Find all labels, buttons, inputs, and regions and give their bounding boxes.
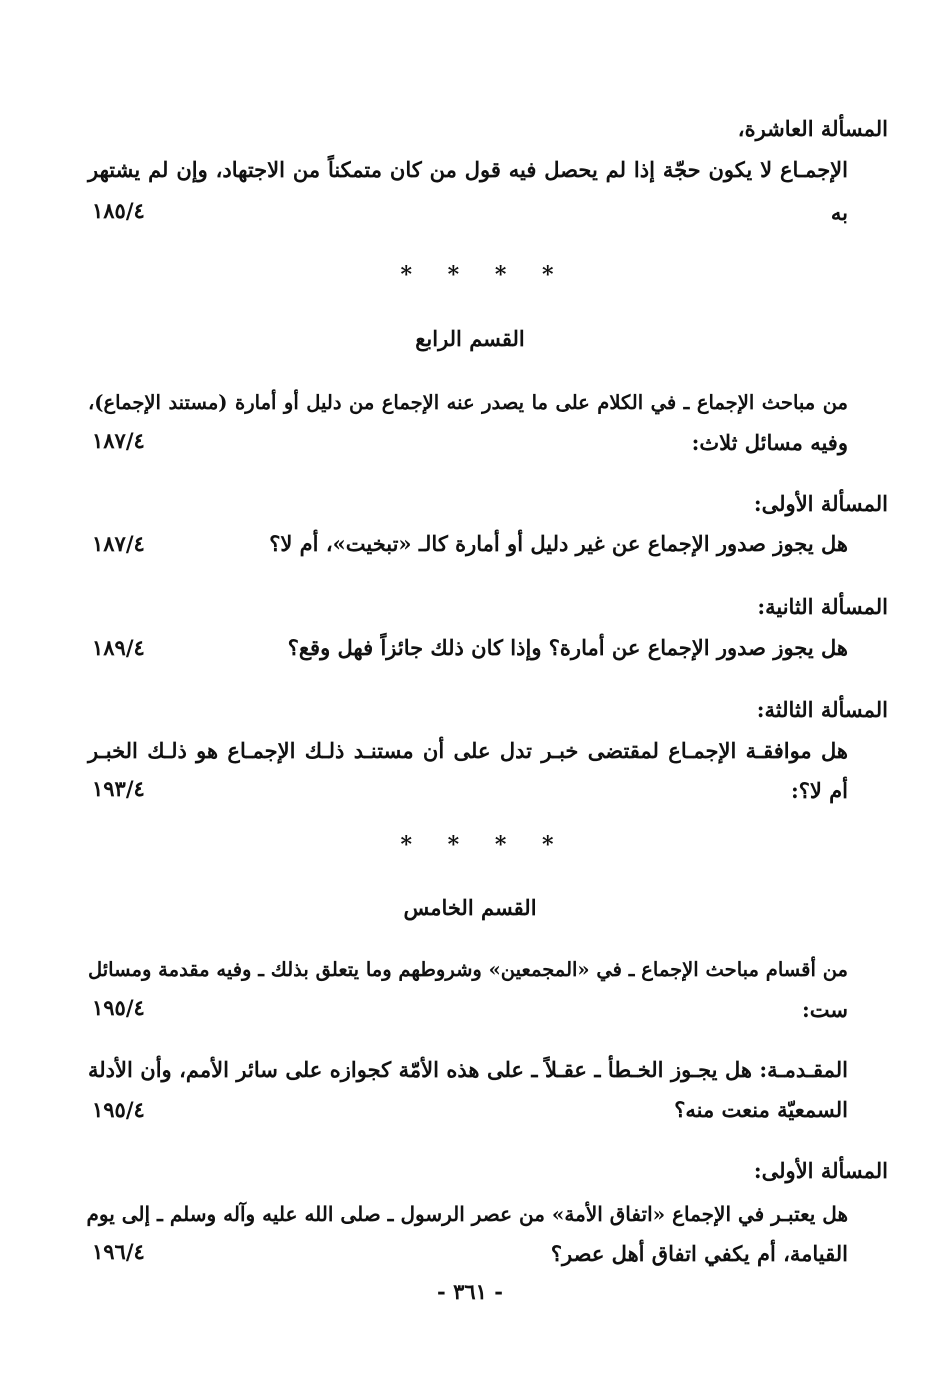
s4-masala-1-text: هل يجوز صدور الإجماع عن غير دليل أو أمارة كالـ «تبخيت»، أم لا؟: [269, 531, 848, 556]
masala-10-text-line-1: الإجمـاع لا يكون حجّة إذا لم يحصل فيه قول من كان متمكناً من الاجتهاد، وإن لم يشتهر: [88, 157, 848, 182]
page-number: - ٣٦١ -: [437, 1279, 503, 1304]
section-4-page-ref: ١٨٧/٤: [92, 428, 145, 453]
s4-masala-1-page-ref: ١٨٧/٤: [92, 531, 145, 556]
s5-masala-1-text-line-1: هل يعتبـر في الإجماع «اتفاق الأمة» من عصر الرسول ـ صلى الله عليه وآله وسلم ـ إلى يوم: [86, 1202, 848, 1226]
section-separator-2: * * * *: [400, 832, 568, 858]
s4-masala-2-page-ref: ١٨٩/٤: [92, 635, 145, 660]
s5-masala-1-page-ref: ١٩٦/٤: [92, 1239, 145, 1264]
heading-s4-masala-2: المسألة الثانية:: [757, 594, 888, 619]
section-5-intro-line-1: من أقسام مباحث الإجماع ـ في «المجمعين» وشروطهم وما يتعلق بذلك ـ وفيه مقدمة ومسائل: [87, 958, 848, 981]
s4-masala-3-page-ref: ١٩٣/٤: [92, 776, 145, 801]
masala-10-page-ref: ١٨٥/٤: [92, 198, 145, 223]
section-separator-1: * * * *: [400, 262, 568, 288]
heading-s4-masala-1: المسألة الأولى:: [753, 491, 888, 516]
heading-masala-10: المسألة العاشرة،: [737, 116, 888, 141]
section-4-intro-line-2: وفيه مسائل ثلاث:: [691, 430, 848, 455]
s4-masala-3-text-line-2: أم لا؟:: [790, 778, 848, 803]
heading-s5-masala-1: المسألة الأولى:: [753, 1158, 888, 1183]
s5-masala-1-text-line-2: القيامة، أم يكفي اتفاق أهل عصر؟: [550, 1241, 848, 1266]
muqaddima-page-ref: ١٩٥/٤: [92, 1097, 145, 1122]
section-5-title: القسم الخامس: [403, 895, 537, 920]
section-5-page-ref: ١٩٥/٤: [92, 995, 145, 1020]
masala-10-text-line-2: به: [830, 200, 848, 225]
muqaddima-text-line-1: المقـدمـة: هل يجـوز الخـطأ ـ عقـلاً ـ على هذه الأمّة كجوازه على سائر الأمم، وأن الأدلة: [88, 1057, 848, 1082]
s4-masala-2-text: هل يجوز صدور الإجماع عن أمارة؟ وإذا كان ذلك جائزاً فهل وقع؟: [287, 635, 848, 660]
heading-s4-masala-3: المسألة الثالثة:: [756, 697, 888, 722]
section-4-title: القسم الرابع: [415, 326, 525, 351]
section-5-intro-line-2: ست:: [802, 997, 848, 1022]
section-4-intro-line-1: من مباحث الإجماع ـ في الكلام على ما يصدر عنه الإجماع من دليل أو أمارة (مستند الإجماع)،: [88, 391, 848, 414]
s4-masala-3-text-line-1: هل موافقـة الإجمـاع لمقتضى خبـر تدل على أن مستنـد ذلـك الإجمـاع هو ذلـك الخبـر: [88, 738, 848, 763]
muqaddima-text-line-2: السمعيّة منعت منه؟: [674, 1097, 848, 1122]
